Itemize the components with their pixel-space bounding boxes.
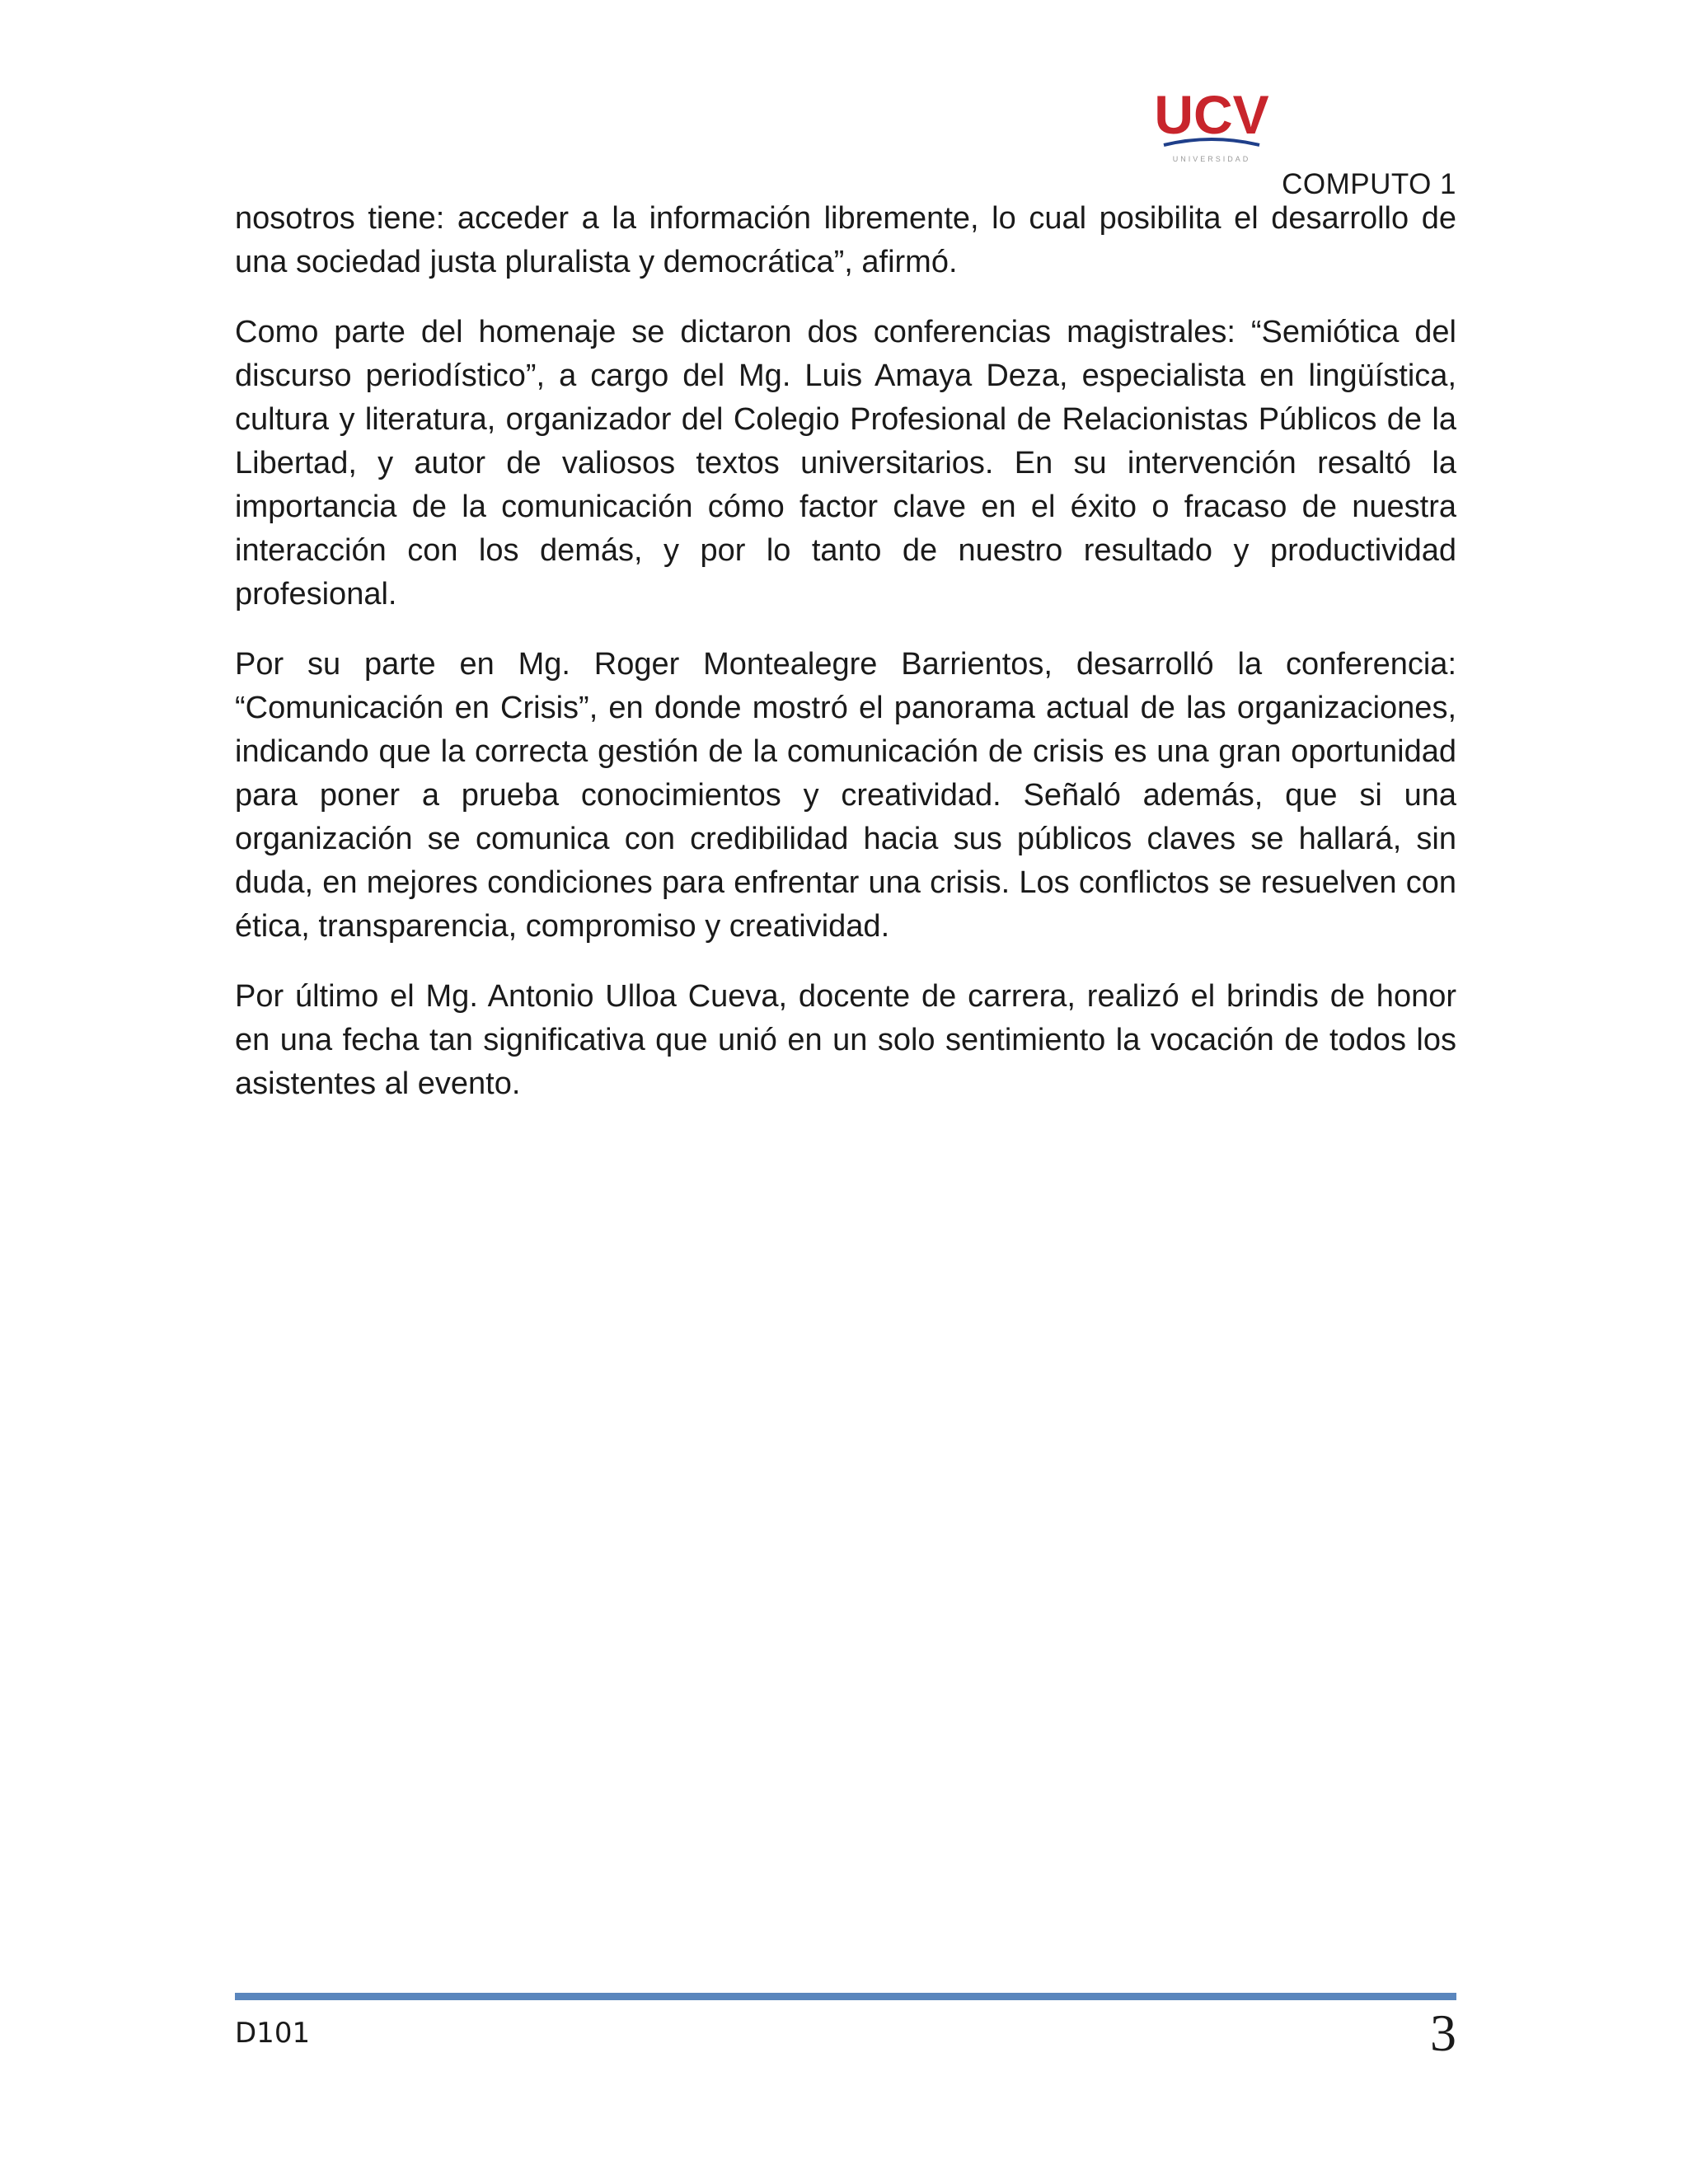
paragraph: Como parte del homenaje se dictaron dos conferencias magistrales: “Semiótica del discurso periodístico”, a cargo del Mg. Luis Amaya Deza, especialista en lingüística, cultura y literatura, organizador del Colegio Profesional de Relacionistas Públicos de la Libertad, y autor de valiosos textos universitarios. En su intervención resaltó la importancia de la comunicación cómo factor clave en el éxito o fracaso de nuestra interacción con los demás, y por lo tanto de nuestro resultado y productividad profesional. bbox=[235, 315, 1456, 612]
footer-divider bbox=[235, 1993, 1456, 2000]
paragraph: Por su parte en Mg. Roger Montealegre Barrientos, desarrolló la conferencia: “Comunicación en Crisis”, en donde mostró el panorama actual de las organizaciones, indicando que la correcta gestión de la comunicación de crisis es una gran oportunidad para poner a prueba conocimientos y creatividad. Señaló además, que si una organización se comunica con credibilidad hacia sus públicos claves se hallará, sin duda, en mejores condiciones para enfrentar una crisis. Los conflictos se resuelven con ética, transparencia, compromiso y creatividad. bbox=[235, 647, 1456, 944]
page-header bbox=[235, 82, 1456, 206]
body-text bbox=[235, 197, 1456, 1132]
footer-code: D101 bbox=[235, 2017, 311, 2050]
ucv-logo bbox=[1154, 82, 1269, 181]
logo-subtext: UNIVERSIDAD bbox=[1172, 155, 1251, 163]
paragraph: Por último el Mg. Antonio Ulloa Cueva, docente de carrera, realizó el brindis de honor en una fecha tan significativa que unió en un solo sentimiento la vocación de todos los asistentes al evento. bbox=[235, 979, 1456, 1101]
logo-text: UCV bbox=[1154, 84, 1269, 145]
course-title: COMPUTO 1 bbox=[1282, 168, 1456, 200]
page-number: 3 bbox=[1430, 2004, 1456, 2062]
paragraph: nosotros tiene: acceder a la información libremente, lo cual posibilita el desarrollo de una sociedad justa pluralista y democrática”, afirmó. bbox=[235, 201, 1456, 279]
